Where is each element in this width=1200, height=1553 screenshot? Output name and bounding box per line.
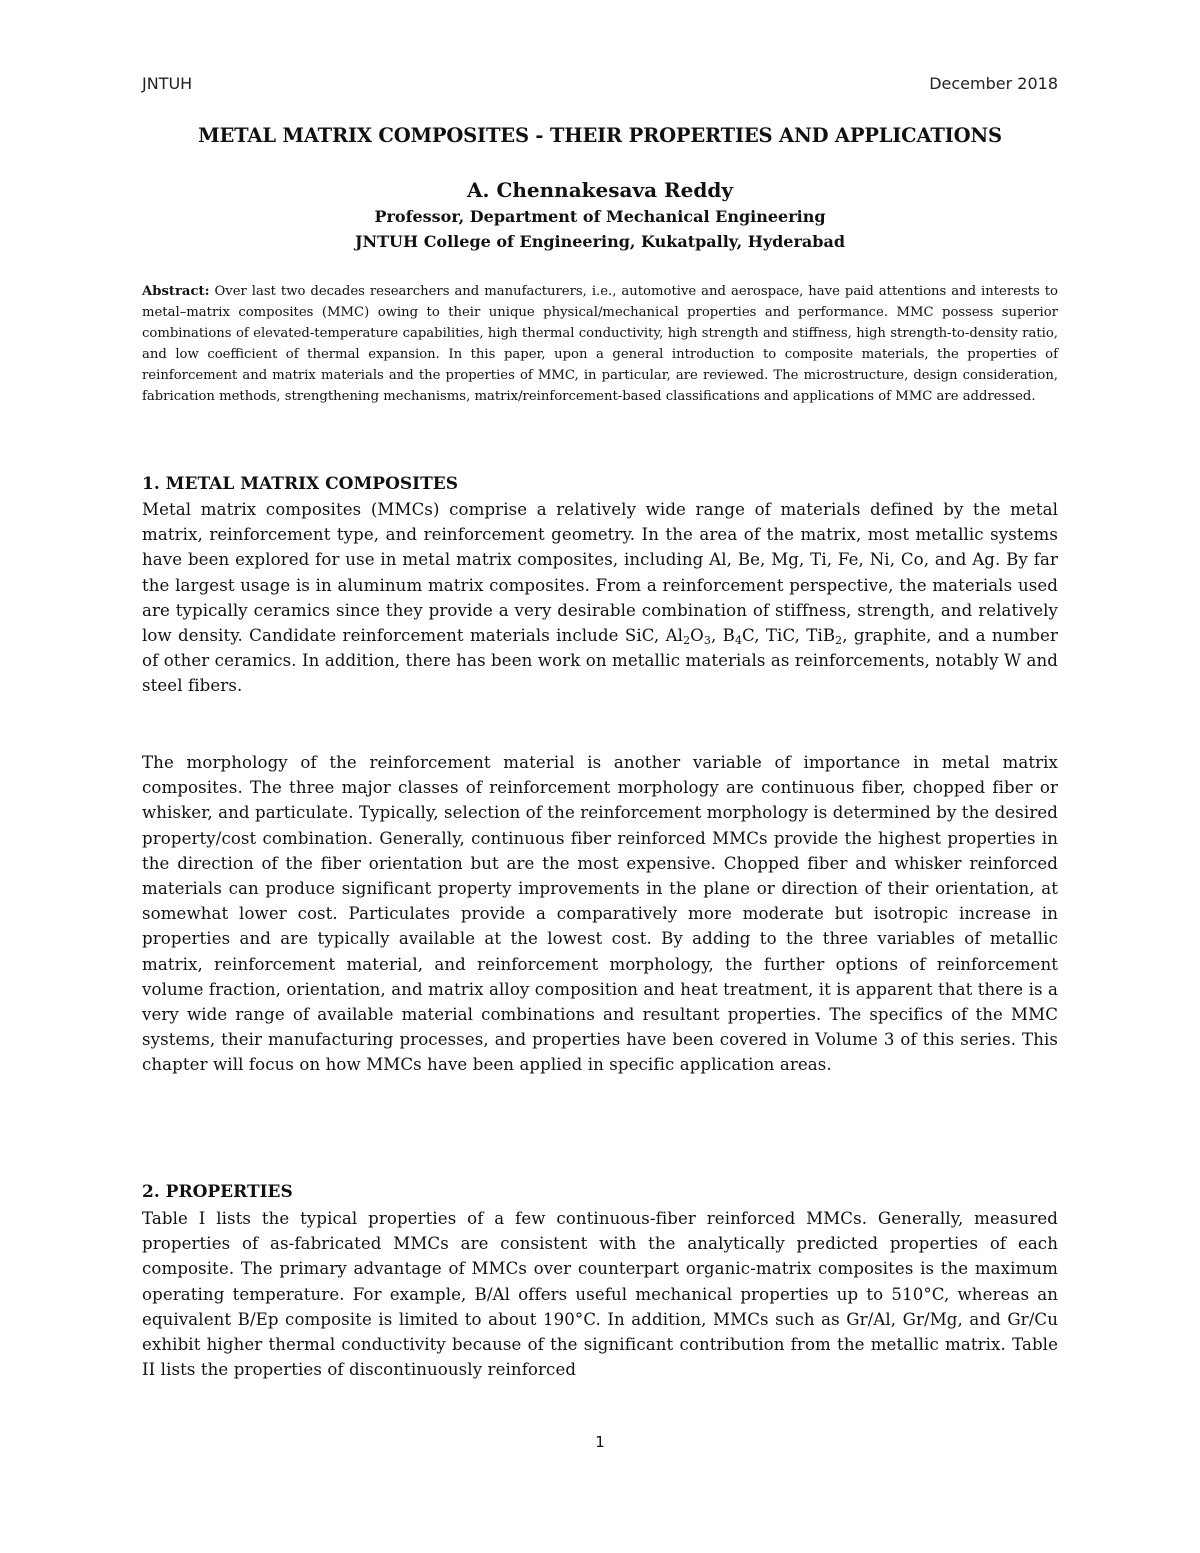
section1-paragraph-1 [142,497,1058,699]
author-affiliation-college: JNTUH College of Engineering, Kukatpally, Hyderabad [354,232,846,251]
author-name: A. Chennakesava Reddy [467,178,733,202]
section1-paragraph-2: The morphology of the reinforcement material is another variable of importance in metal matrix composites. The three major classes of reinforcement morphology are continuous fiber, chopped fiber or whisker, and particulate. Typically, selection of the reinforcement morphology is determined by the desired property/cost combination. Generally, continuous fiber reinforced MMCs provide the highest properties in the direction of the fiber orientation but are the most expensive. Chopped fiber and whisker reinforced materials can produce significant property improvements in the plane or direction of their orientation, at somewhat lower cost. Particulates provide a comparatively more moderate but isotropic increase in properties and are typically available at the lowest cost. By adding to the three variables of metallic matrix, reinforcement material, and reinforcement morphology, the further options of reinforcement volume fraction, orientation, and matrix alloy composition and heat treatment, it is apparent that there is a very wide range of available material combinations and resultant properties. The specifics of the MMC systems, their manufacturing processes, and properties have been covered in Volume 3 of this series. This chapter will focus on how MMCs have been applied in specific application areas. [142,753,1058,1075]
section-heading-2: 2. PROPERTIES [142,1182,293,1202]
subscript-o: 3 [703,634,711,648]
abstract-label: Abstract: [142,284,210,299]
para1-text-a: Metal matrix composites (MMCs) comprise a relatively wide range of materials defined by the metal matrix, reinforcement type, and reinforcement geometry. In the area of the matrix, most metallic systems have been explored for use in metal matrix composites, including Al, Be, Mg, Ti, Fe, Ni, Co, and Ag. By far the largest usage is in aluminum matrix composites. From a reinforcement perspective, the materials used are typically ceramics since they provide a very desirable combination of stiffness, strength, and relatively low density. Candidate reinforcement materials include SiC, Al [142,500,1058,646]
header-date: December 2018 [929,74,1058,93]
subscript-b: 4 [734,634,743,648]
para1-text-e: , graphite, and a number of other ceramics. In addition, there has been work on metallic materials as reinforcements, notably W and steel fibers. [142,626,1058,696]
para1-text-b: O [690,626,704,646]
subscript-al: 2 [683,634,691,648]
header-institution: JNTUH [142,74,193,93]
paper-title: METAL MATRIX COMPOSITES - THEIR PROPERTIES AND APPLICATIONS [198,124,1002,147]
running-header [142,74,1058,93]
subscript-ti: 2 [835,634,843,648]
section2-paragraph-1: Table I lists the typical properties of a few continuous-fiber reinforced MMCs. Generally, measured properties of as-fabricated MMCs are consistent with the analytically predicted properties of each composite. The primary advantage of MMCs over counterpart organic-matrix composites is the maximum operating temperature. For example, B/Al offers useful mechanical properties up to 510°C, whereas an equivalent B/Ep composite is limited to about 190°C. In addition, MMCs such as Gr/Al, Gr/Mg, and Gr/Cu exhibit higher thermal conductivity because of the significant contribution from the metallic matrix. Table II lists the properties of discontinuously reinforced [142,1209,1058,1380]
section-heading-1: 1. METAL MATRIX COMPOSITES [142,474,459,494]
page-number: 1 [595,1433,605,1451]
para1-text-c: , B [711,626,735,646]
abstract [142,281,1058,407]
para1-text-d: C, TiC, TiB [742,626,836,646]
author-affiliation-department: Professor, Department of Mechanical Engineering [374,207,826,226]
abstract-text: Over last two decades researchers and manufacturers, i.e., automotive and aerospace, have paid attentions and interests to metal–matrix composites (MMC) owing to their unique physical/mechanical properties and performance. MMC possess superior combinations of elevated-temperature capabilities, high thermal conductivity, high strength and stiffness, high strength-to-density ratio, and low coefficient of thermal expansion. In this paper, upon a general introduction to composite materials, the properties of reinforcement and matrix materials and the properties of MMC, in particular, are reviewed. The microstructure, design consideration, fabrication methods, strengthening mechanisms, matrix/reinforcement-based classifications and applications of MMC are addressed. [142,284,1058,404]
